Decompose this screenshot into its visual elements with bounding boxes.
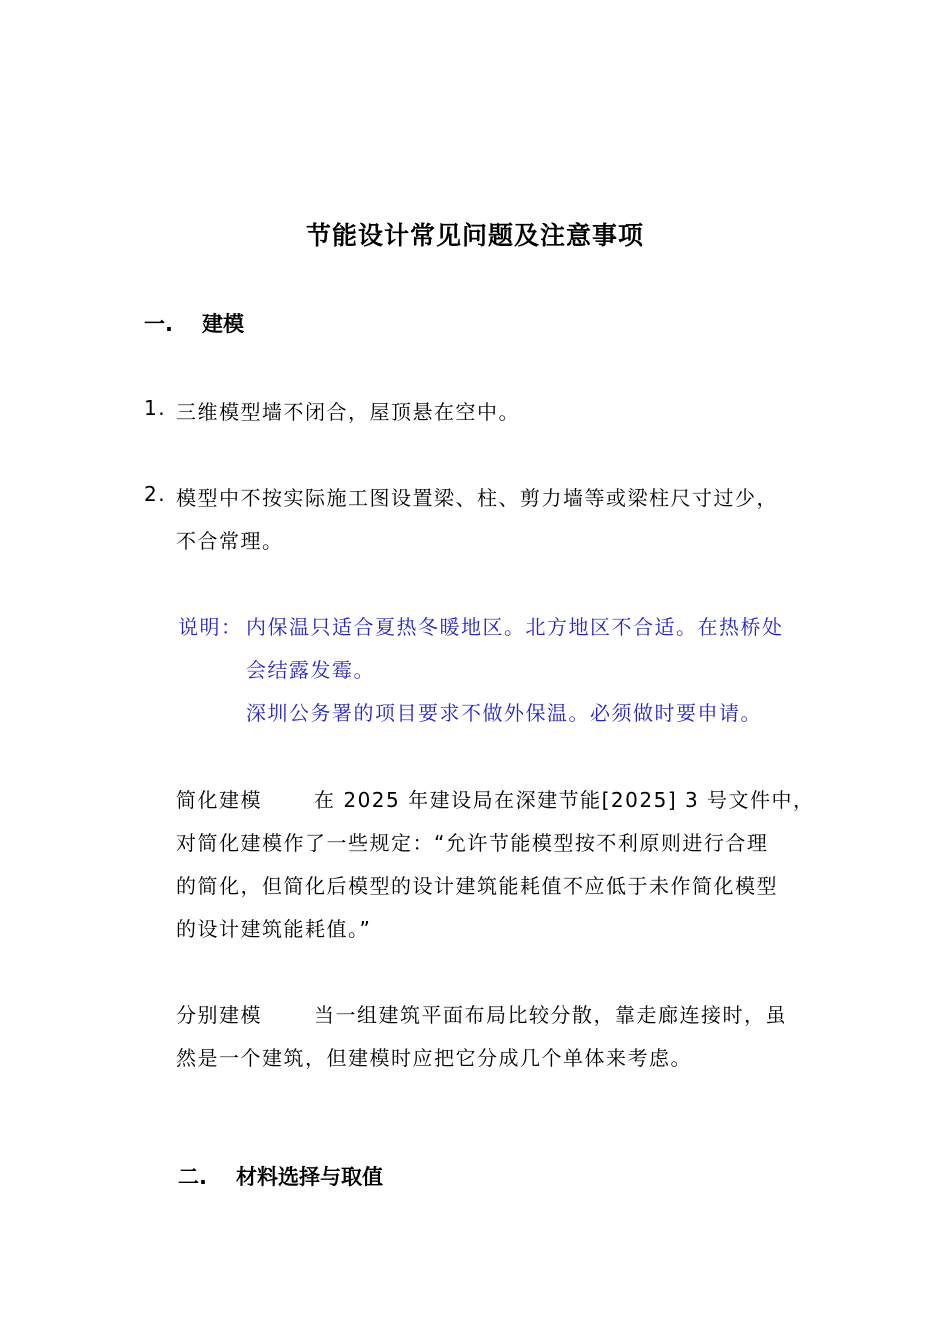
item-1-text: 三维模型墙不闭合，屋顶悬在空中。 [176,400,520,424]
note-line-1: 内保温只适合夏热冬暖地区。北方地区不合适。在热桥处 [246,615,784,639]
simplified-line-2: 对简化建模作了一些规定：“允许节能模型按不利原则进行合理 [176,831,769,855]
page-title: 节能设计常见问题及注意事项 [305,221,644,250]
item-2-line-1: 模型中不按实际施工图设置梁、柱、剪力墙等或梁柱尺寸过少， [176,486,778,510]
section-1-heading: 建模 [202,312,244,336]
item-2-number: 2. [144,482,167,506]
section-1-number: 一. [144,312,173,336]
section-2-heading: 材料选择与取值 [236,1165,383,1189]
simplified-line-3: 的简化，但简化后模型的设计建筑能耗值不应低于未作简化模型 [176,874,778,898]
item-1-number: 1. [144,396,167,420]
note-line-3: 深圳公务署的项目要求不做外保温。必须做时要申请。 [246,701,762,725]
simplified-line-4: 的设计建筑能耗值。” [176,917,372,941]
section-2-number: 二. [178,1165,207,1189]
separate-label: 分别建模 [176,1003,262,1027]
simplified-line-1: 在 2025 年建设局在深建节能[2025] 3 号文件中， [314,788,815,812]
note-label: 说明： [178,615,243,639]
separate-line-2: 然是一个建筑，但建模时应把它分成几个单体来考虑。 [176,1046,692,1070]
simplified-label: 简化建模 [176,788,262,812]
item-2-line-2: 不合常理。 [176,529,284,553]
note-line-2: 会结露发霉。 [246,658,375,682]
separate-line-1: 当一组建筑平面布局比较分散，靠走廊连接时，虽 [314,1003,787,1027]
